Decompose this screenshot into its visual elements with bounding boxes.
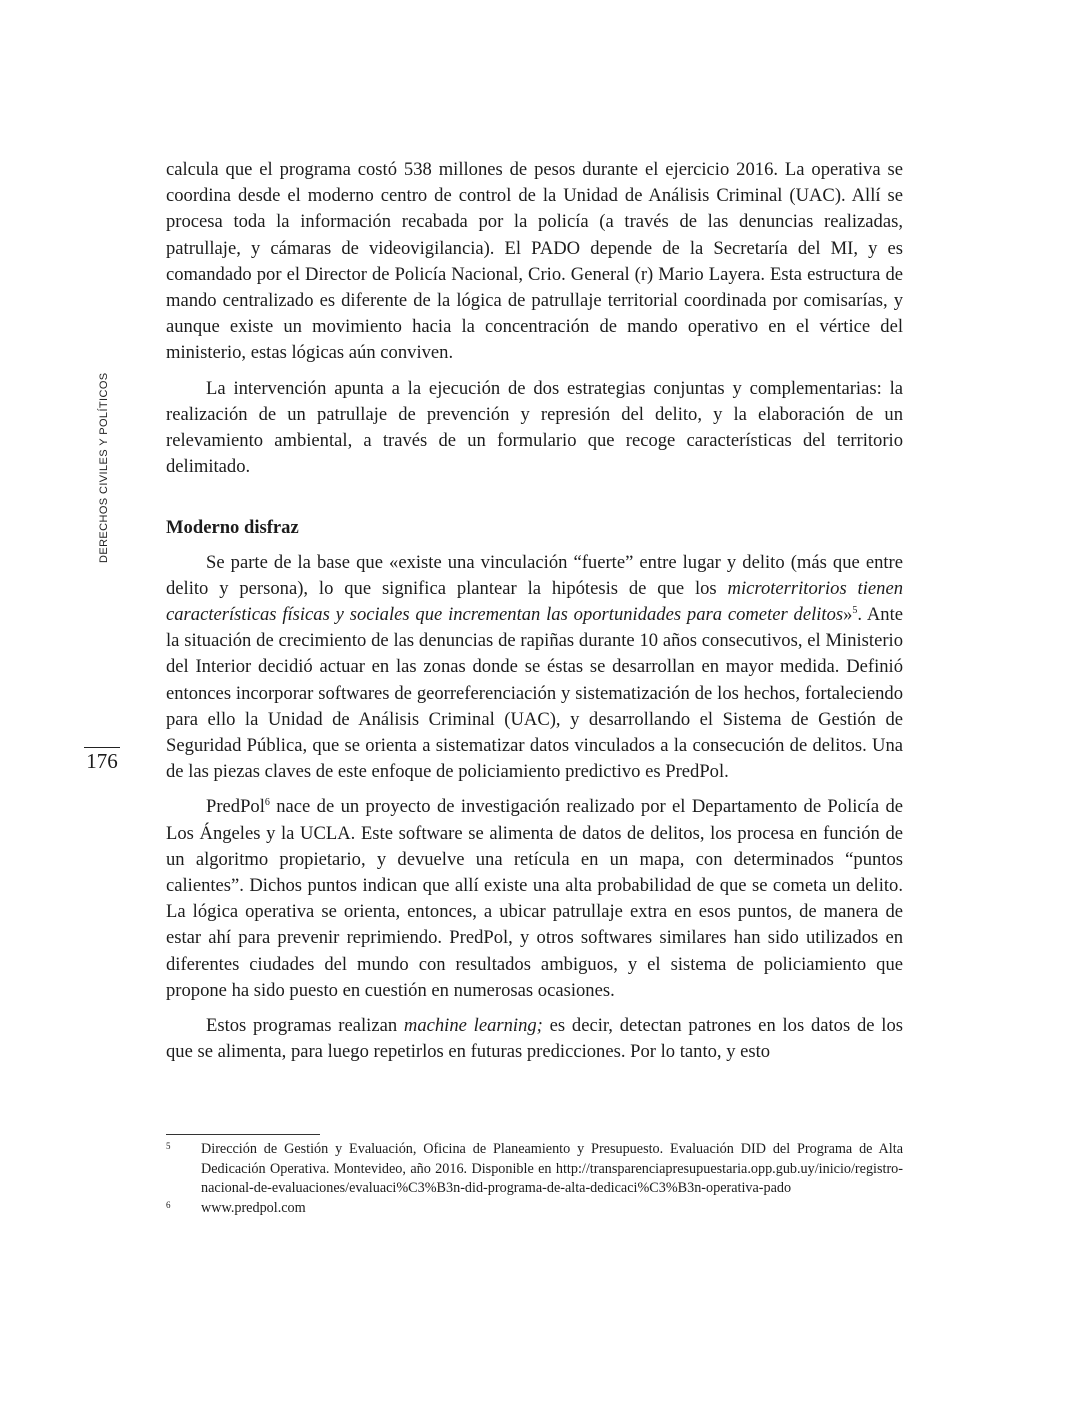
footnote-ref-6[interactable]: 6 [264, 797, 270, 809]
body-text [166, 157, 903, 1075]
paragraph-3-emphasis: microterritorios tienen características físicas y sociales que incrementan las oportunidades para cometer delitos [166, 577, 903, 626]
section-heading: Moderno disfraz [166, 517, 299, 539]
paragraph-3-text-b: » [843, 604, 853, 626]
paragraph-4-text-a: PredPol [206, 796, 265, 818]
paragraph-4 [166, 794, 903, 1004]
footnote-separator [166, 1134, 320, 1135]
footnotes [166, 1140, 903, 1218]
footnote-6 [166, 1199, 903, 1219]
footnote-ref-5[interactable]: 5 [852, 604, 858, 616]
paragraph-3-text-a: Se parte de la base que «existe una vinculación “fuerte” entre lugar y delito (más que entre delito y persona), lo que significa plantear la hipótesis de que los [166, 551, 903, 599]
footnote-5 [166, 1140, 903, 1199]
footnote-6-link[interactable]: www.predpol.com [201, 1199, 306, 1216]
paragraph-3 [166, 550, 903, 786]
running-header-vertical: DERECHOS CIVILES Y POLÍTICOS [98, 372, 110, 563]
paragraph-5-text-b: es decir, detectan patrones en los datos de los que se alimenta, para luego repetirlos en futuras predicciones. Por lo tanto, y esto [166, 1015, 903, 1063]
paragraph-1: calcula que el programa costó 538 millones de pesos durante el ejercicio 2016. La operativa se coordina desde el moderno centro de control de la Unidad de Análisis Criminal (UAC). Allí se procesa toda la información recabada por la policía (a través de las denuncias realizadas, patrullaje, y cámaras de videovigilancia). El PADO depende de la Secretaría del MI, y es comandado por el Director de Policía Nacional, Crio. General (r) Mario Layera. Esta estructura de mando centralizado es diferente de la lógica de patrullaje territorial coordinada por comisarías, y aunque existe un movimiento hacia la concentración de mando operativo en el vértice del ministerio, estas lógicas aún conviven. [166, 159, 903, 364]
paragraph-4-text-b: nace de un proyecto de investigación realizado por el Departamento de Policía de Los Ángeles y la UCLA. Este software se alimenta de datos de delitos, los procesa en función de un algoritmo propietario, y devuelve una retícula en un mapa, con determinados “puntos calientes”. Dichos puntos indican que allí existe una alta probabilidad de que se cometa un delito. La lógica operativa se orienta, entonces, a ubicar patrullaje extra en esos puntos, de manera de estar ahí para prevenir reprimiendo. PredPol, y otros softwares similares han sido utilizados en diferentes ciudades del mundo con resultados ambiguos, y el sistema de policiamiento que propone ha sido puesto en cuestión en numerosas ocasiones. [166, 796, 903, 1001]
footnote-5-text: Dirección de Gestión y Evaluación, Oficina de Planeamiento y Presupuesto. Evaluación DID del Programa de Alta Dedicación Operativa. Montevideo, año 2016. Disponible en http://transparenciapresupuestaria.opp.gub.uy/inicio/registro-nacional-de-evaluaciones/evaluaci%C3%B3n-did-programa-de-alta-dedicaci%C3%B3n-operativa-pado [201, 1141, 903, 1196]
paragraph-5-text-a: Estos programas realizan [206, 1015, 404, 1037]
paragraph-3-text-c: . Ante la situación de crecimiento de las denuncias de rapiñas durante 10 años consecutivos, el Ministerio del Interior decidió actuar en las zonas donde se éstas se desarrollan en mayor medida. Definió entonces incorporar softwares de georreferenciación y sistematización de los hechos, fortaleciendo para ello la Unidad de Análisis Criminal (UAC), y desarrollando el Sistema de Gestión de Seguridad Pública, que se orienta a sistematizar datos vinculados a la consecución de delitos. Una de las piezas claves de este enfoque de policiamiento predictivo es PredPol. [166, 604, 903, 783]
page-number: 176 [86, 749, 118, 773]
paragraph-2: La intervención apunta a la ejecución de dos estrategias conjuntas y complementarias: la realización de un patrullaje de prevención y represión del delito, y la elaboración de un relevamiento ambiental, a través de un formulario que recoge características del territorio delimitado. [166, 377, 903, 478]
paragraph-5-emphasis: machine learning; [403, 1015, 543, 1037]
footnote-5-mark: 5 [166, 1141, 171, 1151]
footnote-6-mark: 6 [166, 1199, 171, 1210]
paragraph-5 [166, 1013, 903, 1065]
